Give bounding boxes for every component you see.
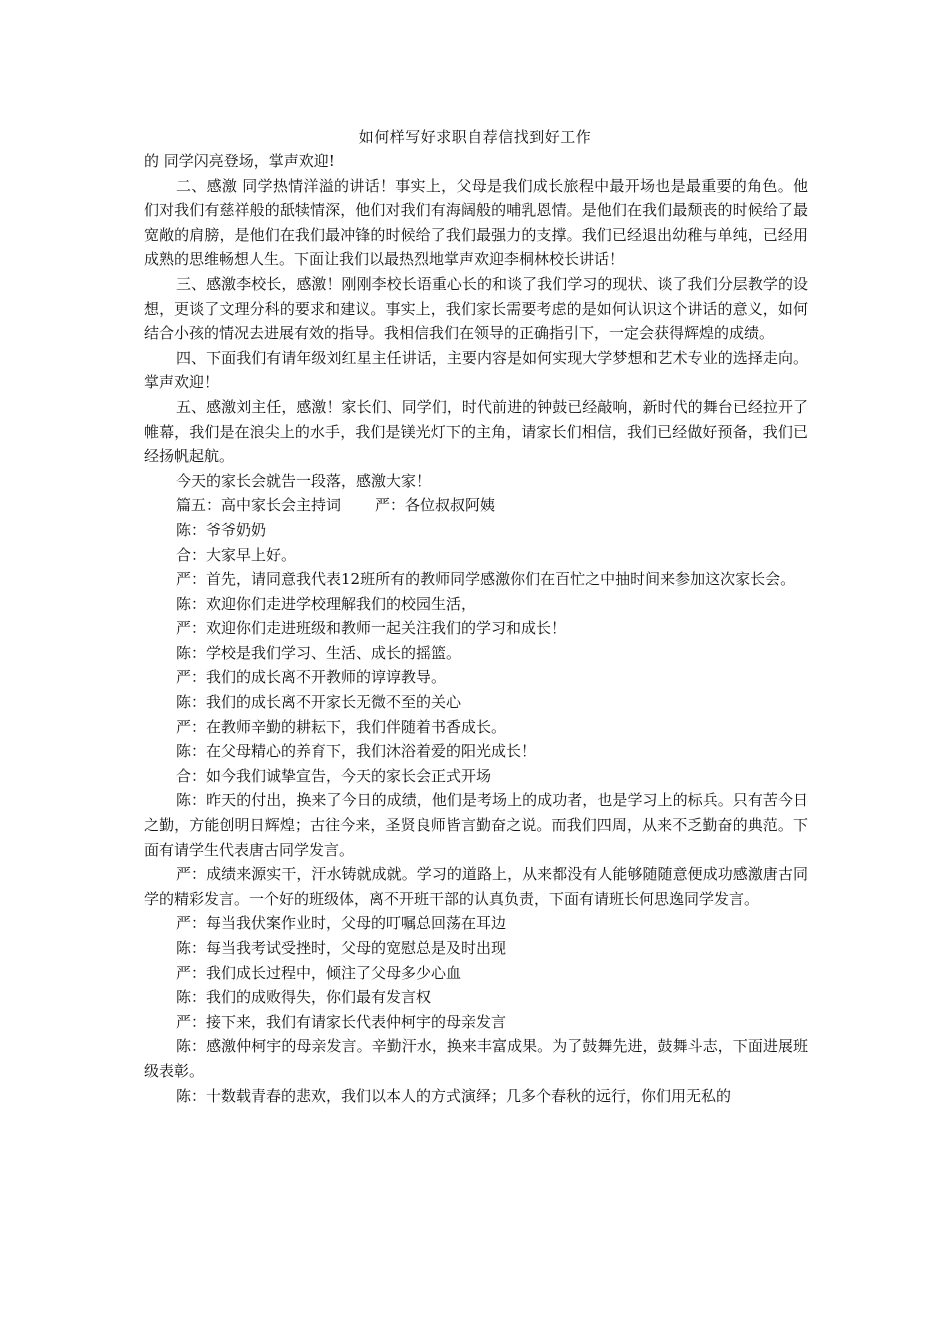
paragraph: 的 同学闪亮登场，掌声欢迎! xyxy=(144,152,335,170)
paragraph: 四、下面我们有请年级刘红星主任讲话，主要内容是如何实现大学梦想和艺术专业的选择走向。掌声欢迎！ xyxy=(144,348,808,392)
paragraph: 五、感激刘主任，感激！家长们、同学们，时代前进的钟鼓已经敲响，新时代的舞台已经拉开了帷幕，我们是在浪尖上的水手，我们是镁光灯下的主角，请家长们相信，我们已经做好预备，我们已经扬帆起航。 xyxy=(144,397,808,466)
dialogue-line: 严：欢迎你们走进班级和教师一起关注我们的学习和成长！ xyxy=(176,619,567,638)
dialogue-line: 陈：每当我考试受挫时，父母的宽慰总是及时出现 xyxy=(176,939,507,957)
document-title: 如何样写好求职自荐信找到好工作 xyxy=(358,128,592,146)
dialogue-line: 严：各位叔叔阿姨 xyxy=(375,496,496,515)
dialogue-line: 合：大家早上好。 xyxy=(176,545,297,564)
dialogue-line: 严：每当我伏案作业时，父母的叮嘱总回荡在耳边 xyxy=(176,914,507,933)
dialogue-line: 严：首先，请同意我代表12班所有的教师同学感激你们在百忙之中抽时间来参加这次家长会。 xyxy=(176,570,796,589)
dialogue-line: 陈：我们的成长离不开家长无微不至的关心 xyxy=(176,693,462,712)
dialogue-line: 严：我们的成长离不开教师的谆谆教导。 xyxy=(176,668,447,687)
dialogue-line: 严：在教师辛勤的耕耘下，我们伴随着书香成长。 xyxy=(176,717,507,736)
dialogue-line: 严：我们成长过程中，倾注了父母多少心血 xyxy=(176,963,462,982)
dialogue-line: 合：如今我们诚挚宣告，今天的家长会正式开场 xyxy=(176,766,492,785)
section-heading: 篇五：高中家长会主持词 xyxy=(176,496,342,515)
dialogue-line: 严：接下来，我们有请家长代表仲柯宇的母亲发言 xyxy=(176,1012,507,1031)
dialogue-line: 陈：昨天的付出，换来了今日的成绩，他们是考场上的成功者，也是学习上的标兵。只有苦今日之勤，方能创明日辉煌；古往今来，圣贤良师皆言勤奋之说。而我们四周，从来不乏勤奋的典范。下面有请学生代表唐古同学发言。 xyxy=(144,791,808,859)
dialogue-line: 陈：爷爷奶奶 xyxy=(176,520,267,539)
paragraph: 三、感激李校长，感激！刚刚李校长语重心长的和谈了我们学习的现状、谈了我们分层教学的设想，更谈了文理分科的要求和建议。事实上，我们家长需要考虑的是如何认识这个讲话的意义，如何结合小孩的情况去进展有效的指导。我相信我们在领导的正确指引下，一定会获得辉煌的成绩。 xyxy=(144,274,808,343)
document-body xyxy=(144,149,808,1108)
dialogue-line: 陈：十数载青春的悲欢，我们以本人的方式演绎；几多个春秋的远行，你们用无私的 xyxy=(176,1086,732,1105)
paragraph: 今天的家长会就告一段落，感激大家！ xyxy=(176,471,432,490)
dialogue-line: 陈：学校是我们学习、生活、成长的摇篮。 xyxy=(176,643,462,662)
dialogue-line: 陈：欢迎你们走进学校理解我们的校园生活， xyxy=(176,594,477,613)
dialogue-line: 严：成绩来源实干，汗水铸就成就。学习的道路上，从来都没有人能够随随意便成功感激唐古同学的精彩发言。一个好的班级体，离不开班干部的认真负责，下面有请班长何思逸同学发言。 xyxy=(144,865,808,908)
dialogue-line: 陈：我们的成败得失，你们最有发言权 xyxy=(176,988,432,1007)
paragraph: 二、感激 同学热情洋溢的讲话！事实上，父母是我们成长旅程中最开场也是最重要的角色。他们对我们有慈祥般的舐犊情深，他们对我们有海阔般的哺乳恩情。是他们在我们最颓丧的时候给了最宽敞的肩膀，是他们在我们最冲锋的时候给了我们最强力的支撑。我们已经退出幼稚与单纯，已经用成熟的思维畅想人生。下面让我们以最热烈地掌声欢迎李桐林校长讲话！ xyxy=(144,176,808,269)
dialogue-line: 陈：感激仲柯宇的母亲发言。辛勤汗水，换来丰富成果。为了鼓舞先进，鼓舞斗志，下面进展班级表彰。 xyxy=(144,1037,808,1080)
dialogue-line: 陈：在父母精心的养育下，我们沐浴着爱的阳光成长！ xyxy=(176,742,537,761)
section-heading-line xyxy=(144,493,808,518)
